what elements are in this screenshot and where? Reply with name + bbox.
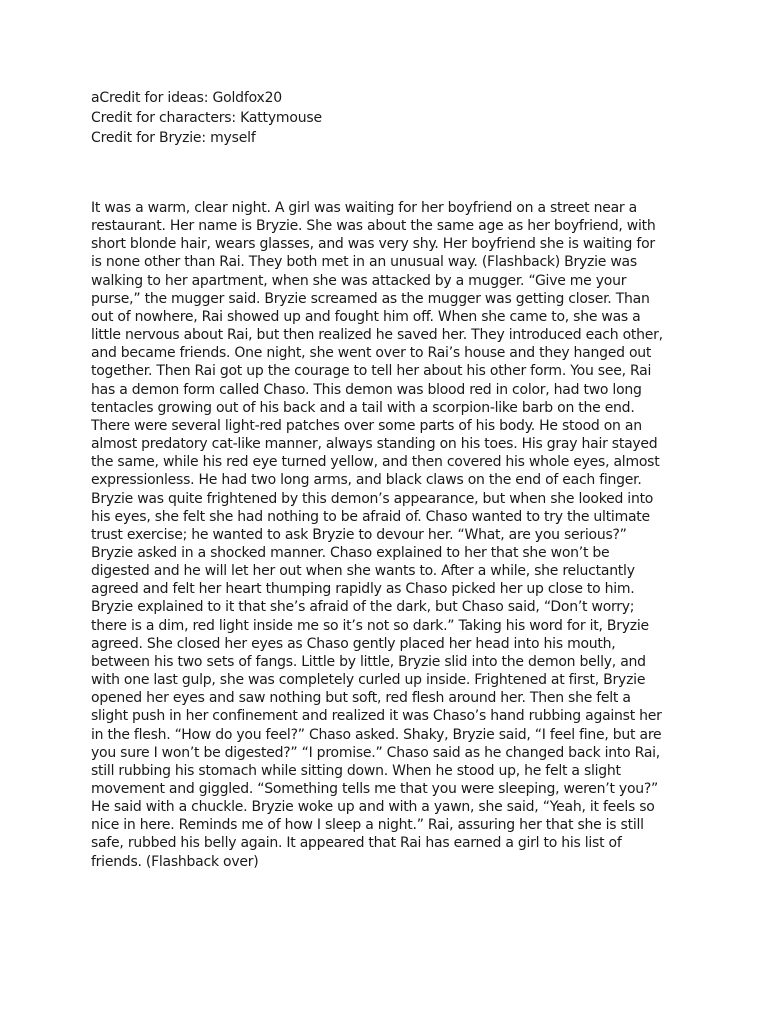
story-line: tentacles growing out of his back and a tail with a scorpion-like barb on the end. — [91, 399, 635, 416]
story-line: together. Then Rai got up the courage to tell her about his other form. You see, Rai — [91, 363, 652, 380]
story-line: there is a dim, red light inside me so it’s not so dark.” Taking his word for it, Bryzie — [91, 617, 649, 634]
story-line: his eyes, she felt she had nothing to be afraid of. Chaso wanted to try the ultimate — [91, 508, 650, 525]
credit-ideas: aCredit for ideas: Goldfox20 — [91, 90, 283, 106]
story-line: little nervous about Rai, but then realized he saved her. They introduced each other, — [91, 327, 663, 344]
story-line: It was a warm, clear night. A girl was waiting for her boyfriend on a street near a — [91, 200, 637, 216]
story-line: agreed and felt her heart thumping rapidly as Chaso picked her up close to him. — [91, 581, 635, 598]
story-line: trust exercise; he wanted to ask Bryzie to devour her. “What, are you serious?” — [91, 526, 627, 543]
story-line: nice in here. Reminds me of how I sleep a night.” Rai, assuring her that she is still — [91, 817, 644, 834]
story-line: and became friends. One night, she went over to Rai’s house and they hanged out — [91, 345, 652, 362]
story-line: Bryzie asked in a shocked manner. Chaso explained to her that she won’t be — [91, 544, 610, 561]
story-line: agreed. She closed her eyes as Chaso gently placed her head into his mouth, — [91, 635, 616, 652]
story-line: expressionless. He had two long arms, and black claws on the end of each finger. — [91, 472, 642, 489]
story-line: safe, rubbed his belly again. It appeared that Rai has earned a girl to his list of — [91, 835, 622, 852]
story-line: restaurant. Her name is Bryzie. She was about the same age as her boyfriend, with — [91, 218, 656, 235]
story-line: between his two sets of fangs. Little by little, Bryzie slid into the demon belly, and — [91, 653, 646, 670]
story-line: with one last gulp, she was completely curled up inside. Frightened at first, Bryzie — [91, 672, 646, 689]
story-line: Bryzie was quite frightened by this demon’s appearance, but when she looked into — [91, 490, 654, 507]
story-line: the same, while his red eye turned yellow, and then covered his whole eyes, almost — [91, 454, 660, 471]
story-line: has a demon form called Chaso. This demon was blood red in color, had two long — [91, 381, 642, 398]
story-line: walking to her apartment, when she was attacked by a mugger. “Give me your — [91, 272, 627, 289]
story-line: still rubbing his stomach while sitting down. When he stood up, he felt a slight — [91, 762, 621, 779]
story-line: There were several light-red patches over some parts of his body. He stood on an — [91, 417, 642, 434]
story-line: out of nowhere, Rai showed up and fought him off. When she came to, she was a — [91, 308, 641, 325]
credit-bryzie: Credit for Bryzie: myself — [91, 130, 256, 146]
story-line: movement and giggled. “Something tells me that you were sleeping, weren’t you?” — [91, 781, 659, 797]
credit-characters: Credit for characters: Kattymouse — [91, 110, 322, 126]
story-line: opened her eyes and saw nothing but soft, red flesh around her. Then she felt a — [91, 690, 631, 707]
story-line: digested and he will let her out when she wants to. After a while, she reluctantly — [91, 563, 635, 580]
story-line: slight push in her confinement and realized it was Chaso’s hand rubbing against her — [91, 708, 662, 725]
story-line: Bryzie explained to it that she’s afraid of the dark, but Chaso said, “Don’t worry; — [91, 599, 635, 616]
credits-block — [91, 88, 691, 148]
story-line: almost predatory cat-like manner, always standing on his toes. His gray hair stayed — [91, 436, 658, 453]
story-line: you sure I won’t be digested?” “I promise.” Chaso said as he changed back into Rai, — [91, 744, 661, 761]
story-line: friends. (Flashback over) — [91, 853, 259, 870]
story-line: is none other than Rai. They both met in an unusual way. (Flashback) Bryzie was — [91, 254, 637, 271]
story-line: He said with a chuckle. Bryzie woke up and with a yawn, she said, “Yeah, it feels so — [91, 799, 655, 816]
story-line: short blonde hair, wears glasses, and was very shy. Her boyfriend she is waiting for — [91, 236, 655, 253]
story-line: in the flesh. “How do you feel?” Chaso asked. Shaky, Bryzie said, “I feel fine, but are — [91, 726, 662, 743]
story-paragraph — [91, 199, 691, 871]
story-line: purse,” the mugger said. Bryzie screamed as the mugger was getting closer. Than — [91, 290, 650, 307]
